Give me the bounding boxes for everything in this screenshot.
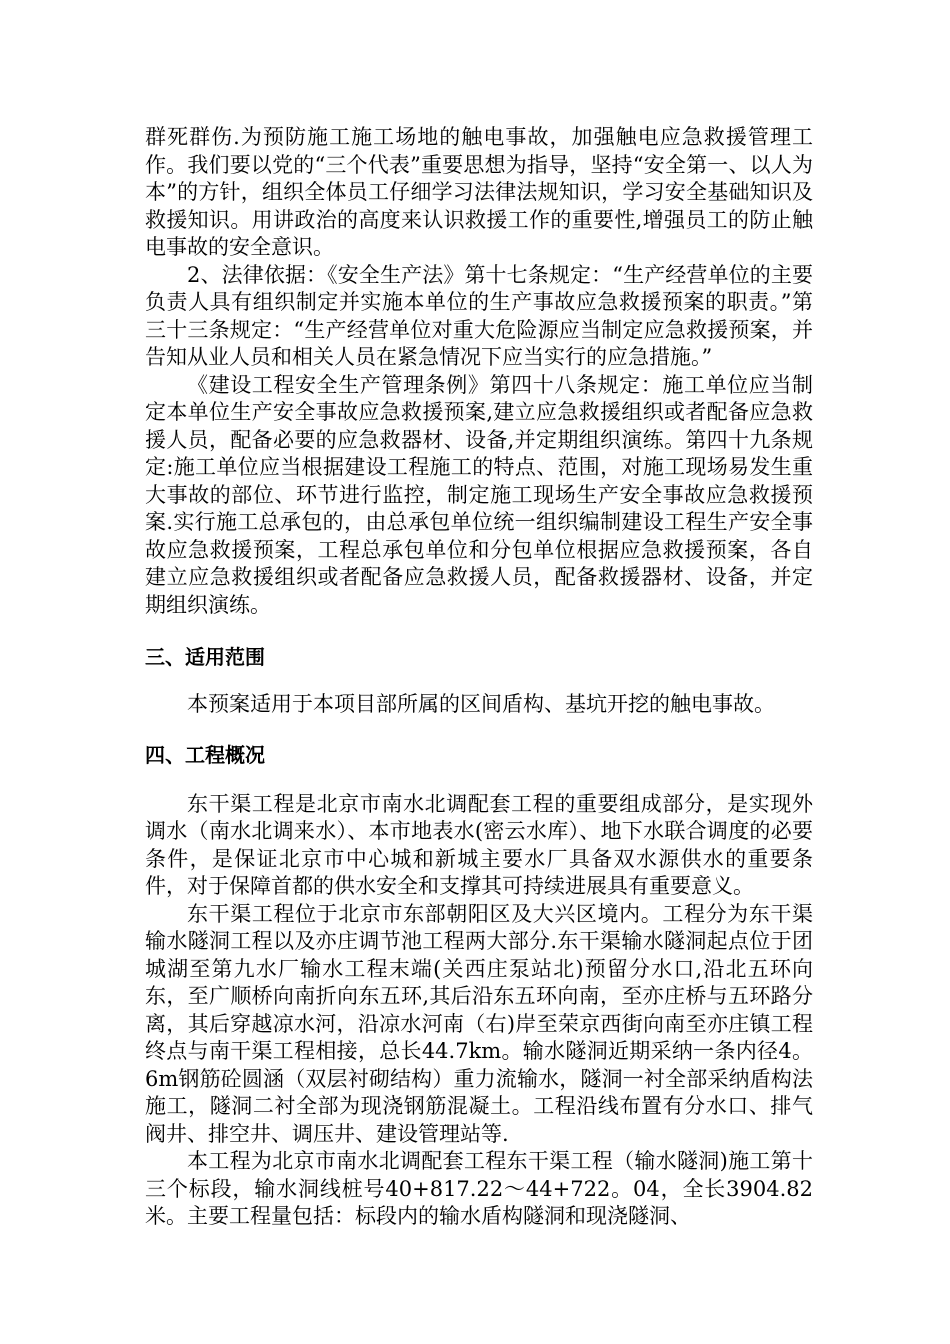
section-heading-scope: 三、适用范围 — [145, 645, 265, 669]
location-paragraph: 东干渠工程位于北京市东部朝阳区及大兴区境内。工程分为东干渠输水隧洞工程以及亦庄调节池工程两大部分.东干渠输水隧洞起点位于团城湖至第九水厂输水工程末端(关西庄泵站北)预留分水口,沿北五环向东，至广顺桥向南折向东五环,其后沿东五环向南，至亦庄桥与五环路分离，其后穿越凉水河，沿凉水河南（右)岸至荣京西街向南至亦庄镇工程终点与南干渠工程相接，总长44.7km。输水隧洞近期采纳一条内径4。6m钢筋砼圆涵（双层衬砌结构）重力流输水，隧洞一衬全部采纳盾构法施工，隧洞二衬全部为现浇钢筋混凝土。工程沿线布置有分水口、排气阀井、排空井、调压井、建设管理站等. — [145, 901, 813, 1146]
legal-basis-paragraph: 2、法律依据：《安全生产法》第十七条规定：“生产经营单位的主要负责人具有组织制定并实施本单位的生产事故应急救援预案的职责。”第三十三条规定：“生产经营单位对重大危险源应当制定应急救援预案，并告知从业人员和相关人员在紧急情况下应当实行的应急措施。” — [145, 262, 813, 369]
scope-of-work-paragraph: 本工程为北京市南水北调配套工程东干渠工程（输水隧洞)施工第十三个标段，输水洞线桩号40+817.22～44+722。04，全长3904.82米。主要工程量包括：标段内的输水盾构隧洞和现浇隧洞、 — [145, 1149, 813, 1228]
overview-paragraph: 东干渠工程是北京市南水北调配套工程的重要组成部分，是实现外调水（南水北调来水）、本市地表水(密云水库）、地下水联合调度的必要条件，是保证北京市中心城和新城主要水厂具备双水源供水的重要条件，对于保障首都的供水安全和支撑其可持续进展具有重要意义。 — [145, 791, 813, 898]
document-page — [145, 124, 813, 1231]
section-heading-overview: 四、工程概况 — [145, 742, 265, 767]
intro-paragraph: 群死群伤.为预防施工施工场地的触电事故，加强触电应急救援管理工作。我们要以党的“三个代表”重要思想为指导，坚持“安全第一、以人为本”的方针，组织全体员工仔细学习法律法规知识，学习安全基础知识及救援知识。用讲政治的高度来认识救援工作的重要性,增强员工的防止触电事故的安全意识。 — [145, 125, 813, 259]
scope-paragraph: 本预案适用于本项目部所属的区间盾构、基坑开挖的触电事故。 — [187, 692, 775, 716]
regulation-paragraph: 《建设工程安全生产管理条例》第四十八条规定：施工单位应当制定本单位生产安全事故应急救援预案,建立应急救援组织或者配备应急救援人员，配备必要的应急救器材、设备,并定期组织演练。第四十九条规定:施工单位应当根据建设工程施工的特点、范围，对施工现场易发生重大事故的部位、环节进行监控，制定施工现场生产安全事故应急救援预案.实行施工总承包的，由总承包单位统一组织编制建设工程生产安全事故应急救援预案，工程总承包单位和分包单位根据应急救援预案，各自建立应急救援组织或者配备应急救援人员，配备救援器材、设备，并定期组织演练。 — [145, 372, 813, 617]
